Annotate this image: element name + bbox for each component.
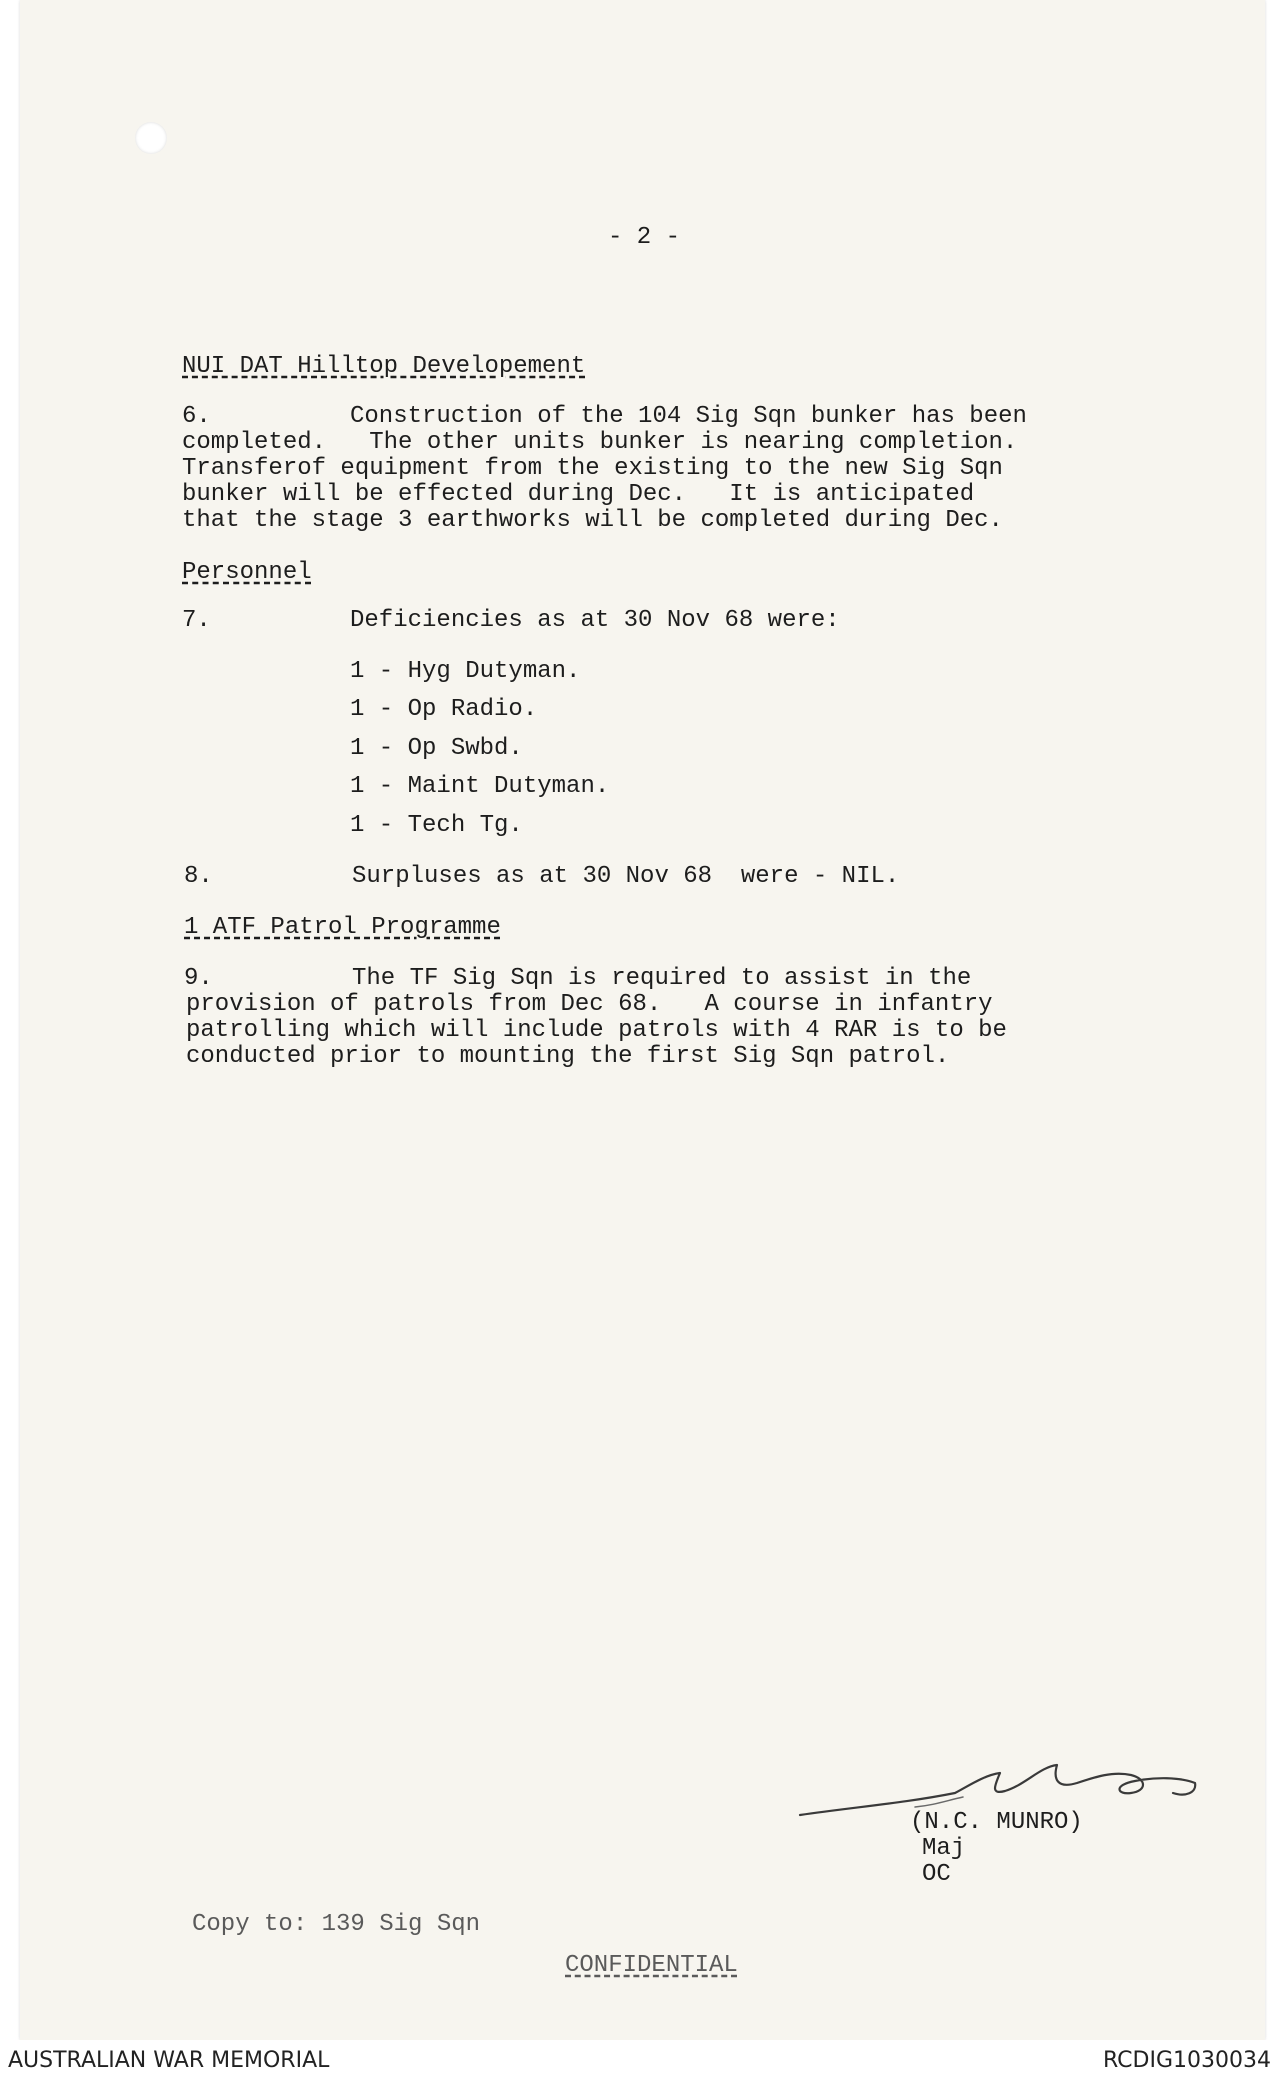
signatory-appointment: OC xyxy=(922,1861,951,1888)
deficiency-item: 1 - Op Radio. xyxy=(350,696,538,723)
paragraph-7-text: Deficiencies as at 30 Nov 68 were: xyxy=(350,607,840,634)
paragraph-6-line-4: bunker will be effected during Dec. It is anticipated xyxy=(182,481,975,508)
paragraph-6-line-2: completed. The other units bunker is nearing completion. xyxy=(182,429,1018,456)
paragraph-9-line-1: The TF Sig Sqn is required to assist in the xyxy=(352,965,972,992)
paragraph-6-line-3: Transferof equipment from the existing to the new Sig Sqn xyxy=(182,455,1003,482)
page-number: - 2 - xyxy=(608,224,681,251)
paragraph-6-line-5: that the stage 3 earthworks will be completed during Dec. xyxy=(182,507,1003,534)
paragraph-number-6: 6. xyxy=(182,403,211,430)
paragraph-number-9: 9. xyxy=(184,965,213,992)
paragraph-number-7: 7. xyxy=(182,607,211,634)
paragraph-9-line-4: conducted prior to mounting the first Sig Sqn patrol. xyxy=(186,1043,950,1070)
paragraph-number-8: 8. xyxy=(184,863,213,890)
deficiency-item: 1 - Op Swbd. xyxy=(350,735,523,762)
archive-footer-bar xyxy=(0,2040,1281,2081)
archive-institution-label: AUSTRALIAN WAR MEMORIAL xyxy=(8,2048,330,2073)
signatory-rank: Maj xyxy=(922,1835,966,1862)
signatory-name: (N.C. MUNRO) xyxy=(910,1809,1083,1836)
deficiency-item: 1 - Hyg Dutyman. xyxy=(350,658,581,685)
deficiency-item: 1 - Tech Tg. xyxy=(350,812,523,839)
paragraph-8-text: Surpluses as at 30 Nov 68 were - NIL. xyxy=(352,863,900,890)
deficiency-item: 1 - Maint Dutyman. xyxy=(350,773,610,800)
paragraph-6-line-1: Construction of the 104 Sig Sqn bunker has been xyxy=(350,403,1027,430)
section-heading-patrol-programme: 1 ATF Patrol Programme xyxy=(184,914,501,941)
paragraph-9-line-2: provision of patrols from Dec 68. A course in infantry xyxy=(186,991,993,1018)
section-heading-hilltop: NUI DAT Hilltop Developement xyxy=(182,353,586,380)
archive-record-id: RCDIG1030034 xyxy=(1102,2048,1271,2073)
classification-marking: CONFIDENTIAL xyxy=(565,1952,738,1979)
section-heading-personnel: Personnel xyxy=(182,559,312,586)
copy-to-line: Copy to: 139 Sig Sqn xyxy=(192,1911,481,1938)
paragraph-9-line-3: patrolling which will include patrols with 4 RAR is to be xyxy=(186,1017,1007,1044)
punch-hole xyxy=(135,122,167,154)
